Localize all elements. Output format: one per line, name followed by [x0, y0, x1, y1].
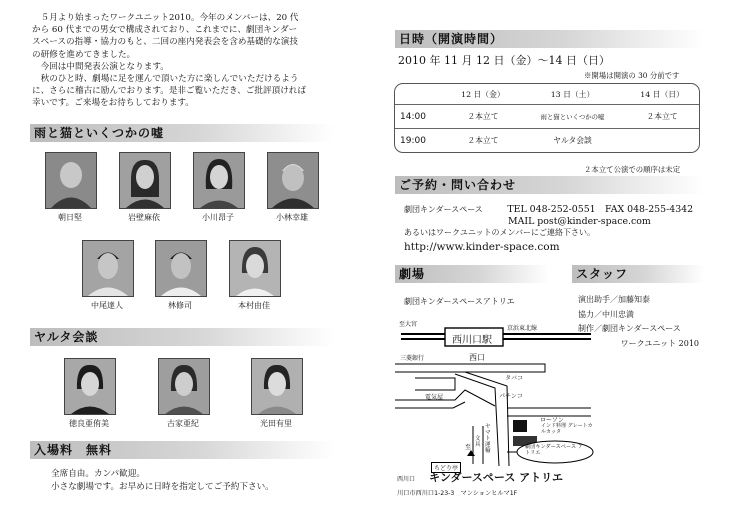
member-name: 徳良亜侑美: [69, 419, 109, 428]
member-portrait: [251, 358, 303, 415]
portrait-image: [82, 240, 134, 297]
member-portrait: [155, 240, 207, 297]
intro-text: [32, 12, 332, 110]
table-cell: [625, 129, 699, 153]
table-row: [395, 129, 699, 153]
table-cell: ヤルタ会談: [553, 136, 592, 145]
contact-url[interactable]: http://www.kinder-space.com: [404, 241, 560, 253]
time-cell: 19:00: [400, 135, 426, 146]
member-portrait: [82, 240, 134, 297]
portrait-image: [267, 152, 319, 209]
member-portrait: [267, 152, 319, 209]
map-electric: 電気屋: [425, 394, 444, 401]
portrait-image: [193, 152, 245, 209]
admission-line: 小さな劇場です。お早めに日時を指定してご予約下さい。: [51, 482, 274, 492]
portrait-image: [155, 240, 207, 297]
staff-line: ワークユニット 2010: [620, 338, 699, 348]
opening-note: ※開場は開演の 30 分前です: [584, 71, 680, 80]
map-lawson: ローソン: [540, 417, 564, 424]
intro-line: に、さらに稽古に励んでおります。是非ご覧いただき、ご批評頂ければ: [32, 86, 306, 97]
contact-org-row: [404, 203, 704, 216]
contact-org: 劇団キンダースペース: [404, 205, 483, 214]
member-portrait: [229, 240, 281, 297]
member-name: 光田有里: [260, 419, 292, 428]
table-cell: 雨と猫といくつかの嘘: [520, 105, 625, 129]
map-bank: 三菱銀行: [400, 355, 425, 362]
member-name: 本村由佳: [238, 301, 270, 310]
member-name: 朝日堅: [58, 213, 82, 222]
intro-line: ５月より始まったワークユニット2010。今年のメンバーは、20 代: [32, 13, 299, 23]
map-addr-line: 川口市西川口1-23-3 マンションヒルマ1F: [397, 490, 518, 497]
schedule-table: [394, 83, 700, 153]
table-row: [395, 105, 699, 129]
member-portrait: [64, 358, 116, 415]
staff-line: 協力／中川忠満: [578, 309, 634, 319]
map-nishiguchi: 西口: [469, 353, 485, 362]
map-atelier: 劇団キンダースペース アトリエ: [525, 444, 583, 456]
table-header: [395, 84, 446, 105]
portrait-image: [251, 358, 303, 415]
table-cell: ２本立て: [467, 136, 499, 145]
schedule-dates: 2010 年 11 月 12 日（金）〜14 日（日）: [398, 54, 610, 67]
member-portrait: [119, 152, 171, 209]
schedule-title: 日時（開演時間）: [395, 30, 704, 48]
map-keihin: 京浜東北線: [507, 325, 538, 332]
time-cell: 14:00: [395, 105, 446, 129]
order-note: ２本立て公演での順序は未定: [584, 165, 681, 174]
staff-line: 制作／劇団キンダースペース: [578, 324, 681, 333]
map-pachinko: パチンコ: [499, 393, 523, 400]
intro-line: スペースの指導・協力のもと、二回の座内発表会を含め基礎的な演技: [32, 37, 298, 48]
contact-block: [404, 203, 704, 255]
member-name: 小川昂子: [202, 213, 234, 222]
contact-mail: MAIL post@kinder-space.com: [508, 216, 651, 227]
play2-title: ヤルタ会談: [30, 328, 334, 346]
member-name: 林修司: [168, 301, 192, 310]
map-tobacco: タバコ: [505, 375, 523, 382]
contact-tel: TEL 048-252-0551 FAX 048-255-4342: [507, 204, 694, 215]
member-name: 岩壁麻依: [128, 213, 160, 222]
play1-title: 雨と猫といくつかの嘘: [30, 124, 334, 142]
portrait-image: [229, 240, 281, 297]
member-portrait: [45, 152, 97, 209]
member-name: 中尾達人: [91, 301, 123, 310]
member-portrait: [193, 152, 245, 209]
table-cell: ２本立て: [446, 105, 520, 129]
contact-title: ご予約・問い合わせ: [395, 176, 704, 194]
play1-cast-row1: [31, 152, 341, 227]
portrait-image: [158, 358, 210, 415]
intro-line: から 60 代までの男女で構成されており、これまでに、劇団キンダー: [32, 25, 298, 36]
map-addr-name: キンダースペース アトリエ: [429, 471, 563, 484]
table-cell: ２本立て: [625, 105, 699, 129]
staff-list: [578, 293, 703, 351]
map-bunkyo: 文具: [475, 436, 481, 448]
venue-name: 劇団キンダースペースアトリエ: [404, 297, 515, 306]
portrait-image: [64, 358, 116, 415]
map-chidori: ちどり亭: [431, 462, 461, 473]
map-omiya: 至大宮: [399, 321, 418, 328]
map-yamato: ヤマト運輸: [485, 424, 491, 454]
contact-alt: あるいはワークユニットのメンバーにご連絡下さい。: [404, 228, 595, 237]
member-name: 小林幸雄: [276, 213, 308, 222]
table-header: 14 日（日）: [625, 84, 699, 105]
map-warabi: 至: [465, 444, 472, 451]
table-header: 12 日（金）: [446, 84, 520, 105]
portrait-image: [45, 152, 97, 209]
admission-line: 全席自由。カンパ歓迎。: [51, 469, 145, 479]
member-portrait: [158, 358, 210, 415]
access-map: [395, 316, 595, 502]
intro-line: の研修を進めてきました。: [32, 49, 136, 60]
map-station: 西川口駅: [452, 335, 492, 346]
member-name: 古家亜紀: [167, 419, 199, 428]
table-header: 13 日（土）: [520, 84, 625, 105]
play2-cast: [31, 358, 341, 433]
intro-line: 今回は中間発表公演となります。: [32, 61, 169, 72]
play1-cast-row2: [31, 240, 341, 315]
staff-title: スタッフ: [572, 265, 704, 283]
intro-line: 秋のひと時、劇場に足を運んで頂いた方に楽しんでいただけるよう: [32, 74, 299, 85]
portrait-image: [119, 152, 171, 209]
map-indian: インド料理 グレートカルカッタ: [541, 423, 593, 435]
map-addr-top: 西川口: [397, 476, 416, 483]
admission-text: [51, 468, 351, 494]
intro-line: 幸いです。ご来場をお待ちしております。: [32, 98, 194, 109]
venue-title: 劇場: [395, 265, 549, 283]
staff-line: 演出助手／加藤知泰: [578, 295, 650, 304]
admission-title: 入場料 無料: [30, 441, 334, 459]
